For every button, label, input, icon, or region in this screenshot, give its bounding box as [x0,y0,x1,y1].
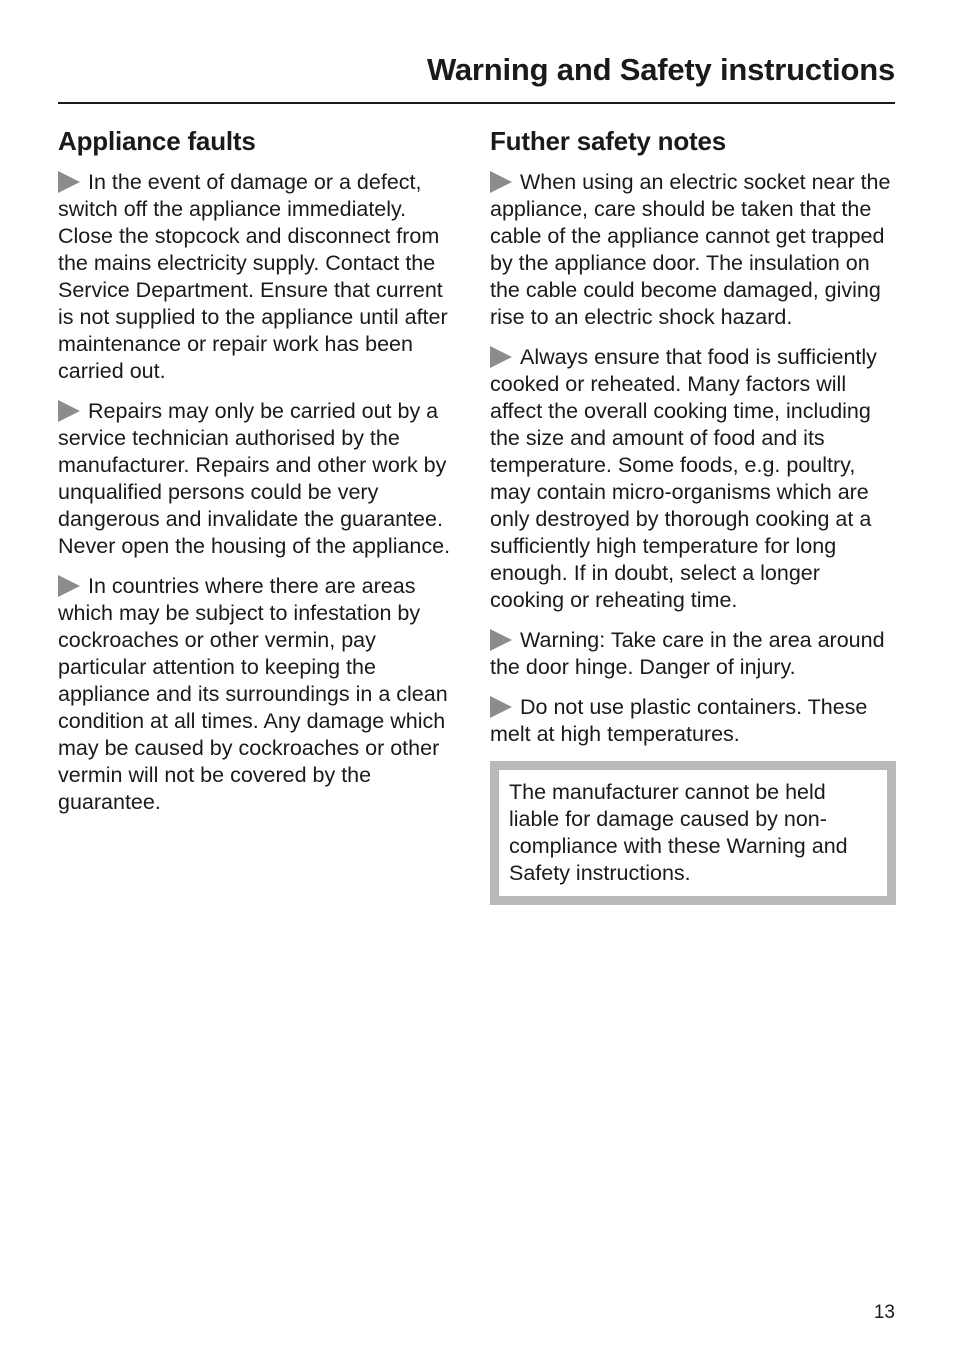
safety-paragraph [490,344,896,614]
paragraph-text: In countries where there are areas which may be subject to infestation by cockroaches or other vermin, pay particular attention to keeping the appliance and its surroundings in a clean condition at all times. Any damage which may be caused by cockroaches or other vermin will not be covered by the guarantee. [58,574,448,814]
safety-paragraph [490,169,896,331]
page-header [58,50,895,104]
appliance-faults-section [58,124,464,829]
safety-paragraph [490,694,896,748]
triangle-bullet-icon [490,346,512,368]
paragraph-text: Do not use plastic containers. These melt at high temperatures. [490,695,868,746]
triangle-bullet-icon [58,171,80,193]
safety-paragraph [490,627,896,681]
page-title: Warning and Safety instructions [426,52,895,87]
triangle-bullet-icon [490,171,512,193]
page-number: 13 [873,1302,895,1323]
triangle-bullet-icon [490,696,512,718]
paragraph-text: In the event of damage or a defect, switch off the appliance immediately. Close the stopcock and disconnect from the mains electricity supply. Contact the Service Department. Ensure that current is not supplied to the appliance until after maintenance or repair work has been carried out. [58,170,448,383]
section-heading-appliance-faults: Appliance faults [58,126,256,156]
further-safety-notes-section [490,124,896,905]
paragraph-text: Warning: Take care in the area around the door hinge. Danger of injury. [490,628,885,679]
paragraph-text: Always ensure that food is sufficiently cooked or reheated. Many factors will affect the overall cooking time, including the size and amount of food and its temperature. Some foods, e.g. poultry, may contain micro-organisms which are only destroyed by thorough cooking at a sufficiently high temperature for long enough. If in doubt, select a longer cooking or reheating time. [490,345,877,612]
paragraph-text: Repairs may only be carried out by a service technician authorised by the manufacturer. Repairs and other work by unqualified persons could be very dangerous and invalidate the guarantee. Never open the housing of the appliance. [58,399,451,558]
safety-paragraph [58,169,464,385]
section-heading-further-safety-notes: Futher safety notes [490,126,727,156]
paragraph-text: When using an electric socket near the appliance, care should be taken that the cable of the appliance cannot get trapped by the appliance door. The insulation on the cable could become damaged, giving rise to an electric shock hazard. [490,170,891,329]
liability-notice-text: The manufacturer cannot be held liable for damage caused by non-compliance with these Warning and Safety instructions. [509,780,848,885]
safety-paragraph [58,573,464,816]
triangle-bullet-icon [58,400,80,422]
liability-notice-box [490,761,896,905]
safety-paragraph [58,398,464,560]
triangle-bullet-icon [58,575,80,597]
triangle-bullet-icon [490,629,512,651]
